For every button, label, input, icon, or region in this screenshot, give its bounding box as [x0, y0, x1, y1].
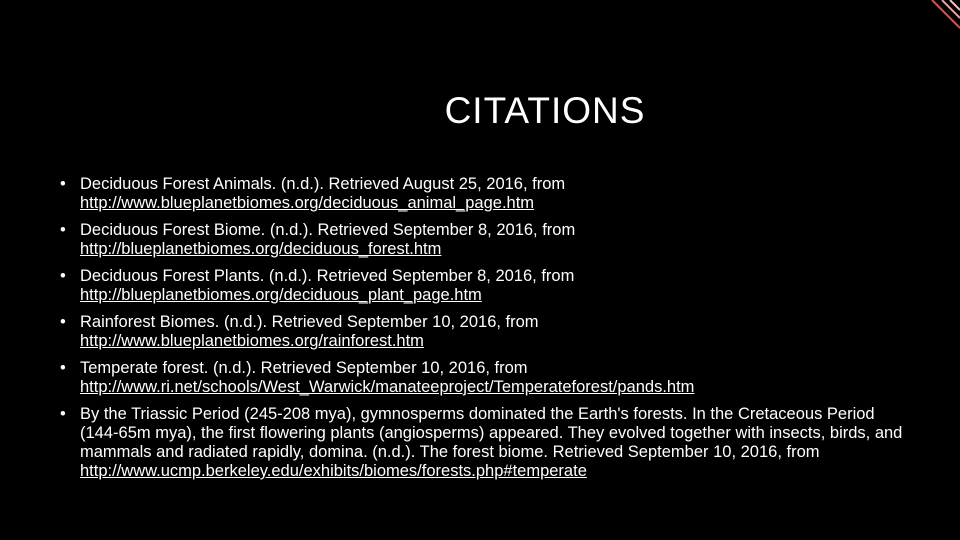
citation-link[interactable]: http://www.blueplanetbiomes.org/rainforest.htm: [80, 332, 424, 350]
citation-link[interactable]: http://blueplanetbiomes.org/deciduous_plant_page.htm: [80, 286, 482, 304]
citation-text: Temperate forest. (n.d.). Retrieved September 10, 2016, from: [80, 359, 528, 377]
bullet: •: [60, 405, 66, 423]
citation-text: By the Triassic Period (245-208 mya), gymnosperms dominated the Earth's forests. In the Cretaceous Period (144-65m mya), the first flowering plants (angiosperms) appeared. They evolved together with insects, birds, and mammals and radiated rapidly, domina. (n.d.). The forest biome. Retrieved September 10, 2016, from: [80, 405, 903, 461]
citation-item: [60, 313, 910, 351]
bullet: •: [60, 221, 66, 239]
citation-item: [60, 359, 910, 397]
citation-link[interactable]: http://www.blueplanetbiomes.org/deciduous_animal_page.htm: [80, 194, 535, 212]
bullet: •: [60, 267, 66, 285]
citation-link[interactable]: http://blueplanetbiomes.org/deciduous_forest.htm: [80, 240, 442, 258]
bullet: •: [60, 175, 66, 193]
citation-link[interactable]: http://www.ri.net/schools/West_Warwick/manateeproject/Temperateforest/pands.htm: [80, 378, 695, 396]
citation-item: [60, 267, 910, 305]
citation-item: [60, 405, 910, 481]
bullet: •: [60, 359, 66, 377]
citation-link[interactable]: http://www.ucmp.berkeley.edu/exhibits/biomes/forests.php#temperate: [80, 462, 587, 480]
citation-text: Rainforest Biomes. (n.d.). Retrieved September 10, 2016, from: [80, 313, 539, 331]
citation-text: Deciduous Forest Animals. (n.d.). Retrieved August 25, 2016, from: [80, 175, 566, 193]
citation-item: [60, 175, 910, 213]
corner-decoration-icon: [920, 0, 960, 40]
citation-item: [60, 221, 910, 259]
citation-text: Deciduous Forest Biome. (n.d.). Retrieved September 8, 2016, from: [80, 221, 576, 239]
slide-title: CITATIONS: [444, 90, 646, 131]
bullet: •: [60, 313, 66, 331]
citation-text: Deciduous Forest Plants. (n.d.). Retrieved September 8, 2016, from: [80, 267, 575, 285]
citation-list: [60, 175, 910, 489]
